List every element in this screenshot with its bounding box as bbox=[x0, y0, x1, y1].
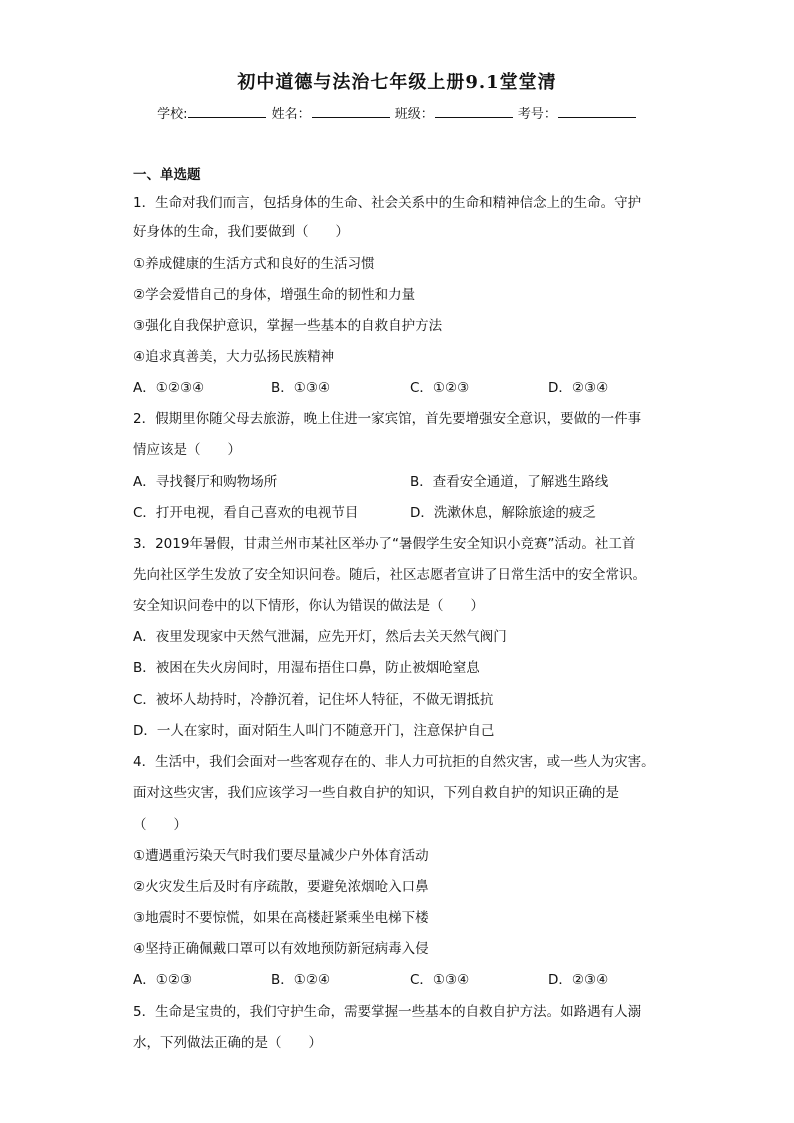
q5-stem-line-2: 水，下列做法正确的是（ ） bbox=[133, 1035, 322, 1051]
q4-statement-2: ②火灾发生后及时有序疏散，要避免浓烟呛入口鼻 bbox=[133, 879, 429, 895]
q4-statement-3: ③地震时不要惊慌，如果在高楼赶紧乘坐电梯下楼 bbox=[133, 910, 429, 926]
school-label: 学校: bbox=[157, 107, 188, 122]
q5-stem-line-1: 5．生命是宝贵的，我们守护生命，需要掌握一些基本的自救自护方法。如路遇有人溺 bbox=[133, 1004, 642, 1020]
page-title: 初中道德与法治七年级上册9.1堂堂清 bbox=[237, 72, 557, 93]
name-label: 姓名： bbox=[271, 107, 311, 122]
q3-stem-line-3: 安全知识问卷中的以下情形，你认为错误的做法是（ ） bbox=[133, 598, 484, 614]
q2-option-c[interactable]: C．打开电视，看自己喜欢的电视节目 bbox=[133, 505, 359, 521]
q4-option-a[interactable]: A．①②③ bbox=[133, 972, 193, 988]
number-label: 考号： bbox=[517, 107, 557, 122]
q1-statement-2: ②学会爱惜自己的身体，增强生命的韧性和力量 bbox=[133, 287, 416, 303]
q1-statement-4: ④追求真善美，大力弘扬民族精神 bbox=[133, 349, 335, 365]
q3-option-a[interactable]: A．夜里发现家中天然气泄漏，应先开灯，然后去关天然气阀门 bbox=[133, 629, 507, 645]
q4-option-c[interactable]: C．①③④ bbox=[410, 972, 470, 988]
q3-stem-line-2: 先向社区学生发放了安全知识问卷。随后，社区志愿者宣讲了日常生活中的安全常识。 bbox=[133, 567, 646, 583]
q1-stem-line-1: 1．生命对我们而言，包括身体的生命、社会关系中的生命和精神信念上的生命。守护 bbox=[133, 195, 642, 211]
q4-statement-1: ①遭遇重污染天气时我们要尽量减少户外体育活动 bbox=[133, 848, 429, 864]
q2-option-a[interactable]: A．寻找餐厅和购物场所 bbox=[133, 474, 278, 490]
class-label: 班级： bbox=[394, 107, 434, 122]
q1-stem-line-2: 好身体的生命，我们要做到（ ） bbox=[133, 224, 349, 240]
q3-option-c[interactable]: C．被坏人劫持时，冷静沉着，记住坏人特征，不做无谓抵抗 bbox=[133, 692, 494, 708]
q1-option-d[interactable]: D．②③④ bbox=[548, 380, 609, 396]
q4-stem-line-3: （ ） bbox=[133, 817, 187, 833]
q4-option-b[interactable]: B．①②④ bbox=[271, 972, 331, 988]
q4-stem-line-2: 面对这些灾害，我们应该学习一些自救自护的知识，下列自救自护的知识正确的是 bbox=[133, 785, 619, 801]
q3-option-d[interactable]: D．一人在家时，面对陌生人叫门不随意开门，注意保护自己 bbox=[133, 723, 495, 739]
q3-stem-line-1: 3．2019年暑假，甘肃兰州市某社区举办了“暑假学生安全知识小竞赛”活动。社工首 bbox=[133, 536, 636, 552]
name-blank[interactable] bbox=[312, 105, 390, 118]
school-blank[interactable] bbox=[188, 105, 266, 118]
q4-stem-line-1: 4．生活中，我们会面对一些客观存在的、非人力可抗拒的自然灾害，或一些人为灾害。 bbox=[133, 754, 655, 770]
q2-stem-line-1: 2．假期里你随父母去旅游，晚上住进一家宾馆，首先要增强安全意识，要做的一件事 bbox=[133, 411, 642, 427]
q1-statement-1: ①养成健康的生活方式和良好的生活习惯 bbox=[133, 256, 375, 272]
class-blank[interactable] bbox=[435, 105, 513, 118]
q1-option-c[interactable]: C．①②③ bbox=[410, 380, 470, 396]
q1-option-b[interactable]: B．①③④ bbox=[271, 380, 331, 396]
student-info-row bbox=[0, 103, 794, 122]
q2-option-d[interactable]: D．洗漱休息，解除旅途的疲乏 bbox=[410, 505, 596, 521]
section-heading: 一、单选题 bbox=[133, 167, 201, 183]
q3-option-b[interactable]: B．被困在失火房间时，用湿布捂住口鼻，防止被烟呛窒息 bbox=[133, 660, 480, 676]
q2-stem-line-2: 情应该是（ ） bbox=[133, 442, 241, 458]
q1-option-a[interactable]: A．①②③④ bbox=[133, 380, 205, 396]
q1-statement-3: ③强化自我保护意识，掌握一些基本的自救自护方法 bbox=[133, 318, 443, 334]
q4-statement-4: ④坚持正确佩戴口罩可以有效地预防新冠病毒入侵 bbox=[133, 941, 429, 957]
q2-option-b[interactable]: B．查看安全通道，了解逃生路线 bbox=[410, 474, 609, 490]
q4-option-d[interactable]: D．②③④ bbox=[548, 972, 609, 988]
number-blank[interactable] bbox=[558, 105, 636, 118]
